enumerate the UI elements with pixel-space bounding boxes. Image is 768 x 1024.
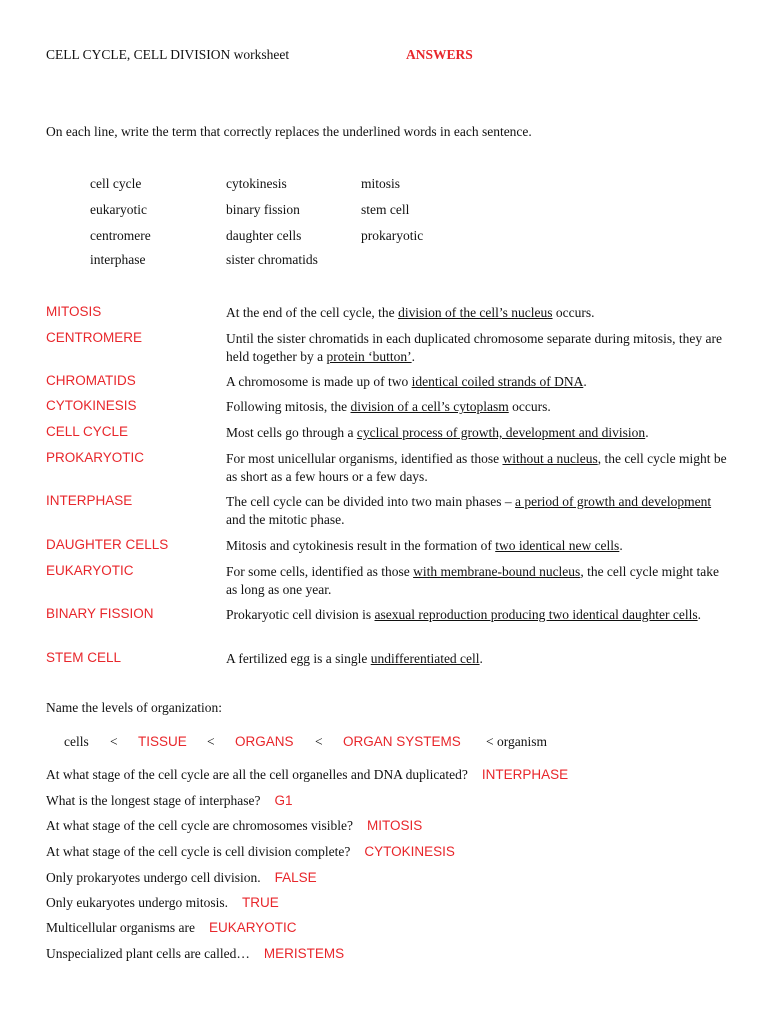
word-bank-term: cytokinesis — [226, 176, 287, 191]
question-row — [46, 870, 317, 886]
levels-prompt: Name the levels of organization: — [46, 700, 222, 715]
question-row — [46, 767, 568, 783]
question-text: Multicellular organisms are — [46, 920, 195, 935]
question-text: Only prokaryotes undergo cell division. — [46, 870, 261, 885]
sentence: At the end of the cell cycle, the division of the cell’s nucleus occurs. — [226, 305, 595, 320]
answer-term: BINARY FISSION — [46, 606, 154, 621]
word-bank-term: interphase — [90, 252, 146, 267]
answer-term: CENTROMERE — [46, 330, 143, 345]
underlined-phrase: undifferentiated cell — [370, 651, 480, 666]
sentence: A fertilized egg is a single undifferentiated cell. — [226, 651, 483, 666]
word-bank-term: eukaryotic — [90, 202, 147, 217]
answer-term: EUKARYOTIC — [46, 563, 134, 578]
question-row — [46, 920, 297, 936]
underlined-phrase: with membrane-bound nucleus — [413, 564, 581, 579]
answer-term: MITOSIS — [46, 304, 102, 319]
question-answer: INTERPHASE — [481, 767, 569, 782]
less-than-symbol: < — [315, 734, 323, 749]
sentence: Until the sister chromatids in each duplicated chromosome separate during mitosis, they are held together by a protein ‘button’. — [226, 331, 722, 364]
sentence: For some cells, identified as those with membrane-bound nucleus, the cell cycle might take as long as one year. — [226, 564, 720, 597]
question-answer: MERISTEMS — [263, 946, 345, 961]
question-answer: G1 — [274, 793, 293, 808]
question-row — [46, 818, 422, 834]
underlined-phrase: without a nucleus — [502, 451, 598, 466]
answer-tissue: TISSUE — [138, 734, 187, 749]
question-row — [46, 946, 344, 962]
question-text: At what stage of the cell cycle is cell division complete? — [46, 844, 351, 859]
question-answer: MITOSIS — [367, 818, 423, 833]
word-bank-term: stem cell — [361, 202, 410, 217]
question-answer: TRUE — [241, 895, 279, 910]
worksheet-title: CELL CYCLE, CELL DIVISION worksheet — [46, 47, 290, 62]
less-than-symbol: < — [207, 734, 215, 749]
answer-term: PROKARYOTIC — [46, 450, 145, 465]
underlined-phrase: two identical new cells — [495, 538, 620, 553]
answer-term: CHROMATIDS — [46, 373, 136, 388]
underlined-phrase: division of the cell’s nucleus — [398, 305, 553, 320]
underlined-phrase: asexual reproduction producing two identical daughter cells — [374, 607, 698, 622]
underlined-phrase: identical coiled strands of DNA — [411, 374, 584, 389]
level-organism: < organism — [486, 734, 547, 749]
question-text: What is the longest stage of interphase? — [46, 793, 261, 808]
question-text: Only eukaryotes undergo mitosis. — [46, 895, 228, 910]
word-bank-term: mitosis — [361, 176, 401, 191]
question-row — [46, 793, 292, 809]
question-text: At what stage of the cell cycle are chromosomes visible? — [46, 818, 354, 833]
word-bank-term: binary fission — [226, 202, 300, 217]
sentence: Mitosis and cytokinesis result in the formation of two identical new cells. — [226, 538, 623, 553]
sentence: Most cells go through a cyclical process of growth, development and division. — [226, 425, 649, 440]
answer-term: CELL CYCLE — [46, 424, 129, 439]
question-answer: FALSE — [274, 870, 317, 885]
question-text: Unspecialized plant cells are called… — [46, 946, 250, 961]
word-bank-term: centromere — [90, 228, 151, 243]
underlined-phrase: a period of growth and development — [515, 494, 712, 509]
answer-term: INTERPHASE — [46, 493, 133, 508]
word-bank-term: daughter cells — [226, 228, 302, 243]
sentence: Following mitosis, the division of a cell’s cytoplasm occurs. — [226, 399, 551, 414]
question-row — [46, 844, 455, 860]
answer-term: STEM CELL — [46, 650, 122, 665]
sentence: A chromosome is made up of two identical coiled strands of DNA. — [226, 374, 587, 389]
sentence: The cell cycle can be divided into two main phases – a period of growth and development and the mitotic phase. — [226, 494, 712, 527]
answer-term: CYTOKINESIS — [46, 398, 137, 413]
underlined-phrase: protein ‘button’ — [326, 349, 412, 364]
question-row — [46, 895, 279, 911]
answer-term: DAUGHTER CELLS — [46, 537, 169, 552]
answers-label: ANSWERS — [406, 47, 473, 62]
word-bank-term: prokaryotic — [361, 228, 424, 243]
sentence: For most unicellular organisms, identified as those without a nucleus, the cell cycle might be as short as a few hours or a few days. — [226, 451, 727, 484]
question-answer: CYTOKINESIS — [364, 844, 455, 859]
sentence: Prokaryotic cell division is asexual reproduction producing two identical daughter cells. — [226, 607, 702, 622]
word-bank-term: cell cycle — [90, 176, 142, 191]
answer-organs: ORGANS — [235, 734, 294, 749]
question-answer: EUKARYOTIC — [208, 920, 297, 935]
less-than-symbol: < — [110, 734, 118, 749]
question-text: At what stage of the cell cycle are all the cell organelles and DNA duplicated? — [46, 767, 468, 782]
underlined-phrase: cyclical process of growth, development and division — [356, 425, 646, 440]
word-bank-term: sister chromatids — [226, 252, 318, 267]
level-cells: cells — [64, 734, 89, 749]
instruction-text: On each line, write the term that correctly replaces the underlined words in each sentence. — [46, 124, 532, 139]
answer-organ-systems: ORGAN SYSTEMS — [343, 734, 461, 749]
underlined-phrase: division of a cell’s cytoplasm — [350, 399, 509, 414]
